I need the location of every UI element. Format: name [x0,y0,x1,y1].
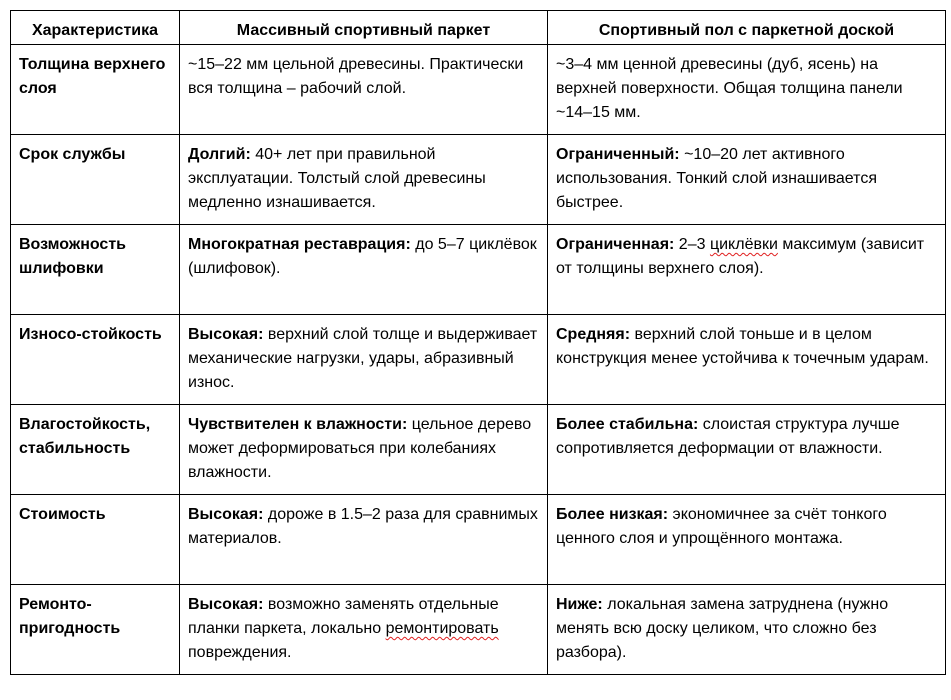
massive-parquet-cell [180,225,548,315]
table-row [11,315,946,405]
massive-parquet-cell [180,315,548,405]
cell-text: дороже в 1.5–2 раза для сравнимых материалов. [188,506,538,547]
cell-text: 2–3 [674,236,710,253]
feature-cell: Возможность шлифовки [11,225,180,315]
cell-text: цельное дерево может деформироваться при колебаниях влажности. [188,416,532,481]
cell-text: 40+ лет при правильной эксплуатации. Толстый слой древесины медленно изнашивается. [188,146,486,211]
parquet-board-cell [548,495,946,585]
header-parquet-board-floor: Спортивный пол с паркетной доской [548,11,946,45]
cell-lead-text: Более стабильна: [556,416,699,433]
massive-parquet-cell [180,585,548,675]
cell-lead-text: Ограниченная: [556,236,675,253]
feature-cell: Толщина верхнего слоя [11,45,180,135]
parquet-board-cell [548,45,946,135]
table-row [11,135,946,225]
cell-text-tail: повреждения. [188,644,292,661]
parquet-board-cell [548,585,946,675]
cell-lead-text: Долгий: [188,146,251,163]
table-row [11,495,946,585]
header-row [11,11,946,45]
parquet-board-cell [548,135,946,225]
massive-parquet-cell [180,495,548,585]
massive-parquet-cell [180,45,548,135]
cell-lead-text: Ограниченный: [556,146,680,163]
cell-lead-text: Средняя: [556,326,631,343]
cell-text: локальная замена затруднена (нужно менять всю доску целиком, что сложно без разбора). [556,596,889,661]
massive-parquet-cell [180,405,548,495]
comparison-table [10,10,946,675]
cell-text-tail: максимум (зависит от толщины верхнего слоя). [556,236,925,277]
cell-text: ~15–22 мм цельной древесины. Практически вся толщина – рабочий слой. [188,56,524,97]
cell-lead-text: Высокая: [188,506,264,523]
parquet-board-cell [548,225,946,315]
feature-cell: Стоимость [11,495,180,585]
table-row [11,225,946,315]
cell-lead-text: Чувствителен к влажности: [188,416,408,433]
cell-lead-text: Высокая: [188,596,264,613]
parquet-board-cell [548,405,946,495]
feature-cell: Износо-стойкость [11,315,180,405]
cell-lead-text: Ниже: [556,596,603,613]
cell-spellcheck-word: ремонтировать [385,620,499,637]
cell-text: экономичнее за счёт тонкого ценного слоя и упрощённого монтажа. [556,506,887,547]
cell-lead-text: Более низкая: [556,506,669,523]
cell-lead-text: Многократная реставрация: [188,236,411,253]
cell-spellcheck-word: циклёвки [709,236,778,253]
cell-text: верхний слой толще и выдерживает механические нагрузки, удары, абразивный износ. [188,326,538,391]
table-row [11,405,946,495]
cell-lead-text: Высокая: [188,326,264,343]
cell-text: ~10–20 лет активного использования. Тонкий слой изнашивается быстрее. [556,146,877,211]
cell-text: до 5–7 циклёвок (шлифовок). [188,236,537,277]
table-row [11,585,946,675]
feature-cell: Срок службы [11,135,180,225]
header-feature: Характеристика [11,11,180,45]
parquet-board-cell [548,315,946,405]
cell-text: ~3–4 мм ценной древесины (дуб, ясень) на верхней поверхности. Общая толщина панели ~14–15 мм. [556,56,903,121]
cell-text: слоистая структура лучше сопротивляется деформации от влажности. [556,416,900,457]
header-massive-parquet: Массивный спортивный паркет [180,11,548,45]
feature-cell: Влагостойкость, стабильность [11,405,180,495]
cell-text: верхний слой тоньше и в целом конструкция менее устойчива к точечным ударам. [556,326,929,367]
feature-cell: Ремонто-пригодность [11,585,180,675]
table-body [11,45,946,675]
cell-text: возможно заменять отдельные планки паркета, локально [188,596,499,637]
table-row [11,45,946,135]
massive-parquet-cell [180,135,548,225]
